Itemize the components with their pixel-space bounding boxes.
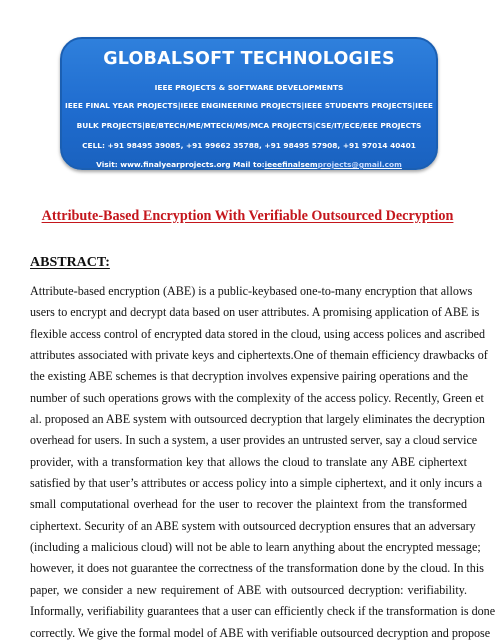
banner-tagline: IEEE PROJECTS & SOFTWARE DEVELOPMENTS bbox=[154, 83, 344, 92]
company-name: GLOBALSOFT TECHNOLOGIES bbox=[103, 49, 395, 69]
banner-visit-text: Visit: www.finalyearprojects.org Mail to: bbox=[96, 160, 265, 169]
abstract-line: Attribute-based encryption (ABE) is a public-keybased one-to-many encryption that allows bbox=[30, 284, 473, 298]
abstract-line: small computational overhead for the user to recover the plaintext from the transformed bbox=[30, 497, 467, 512]
banner-bulk-projects-line: BULK PROJECTS|BE/BTECH/ME/MTECH/MS/MCA PROJECTS|CSE/IT/ECE/EEE PROJECTS bbox=[76, 121, 422, 130]
abstract-line: Informally, verifiability guarantees that a user can efficiently check if the transformation is done bbox=[30, 604, 495, 619]
abstract-line: flexible access control of encrypted data stored in the cloud, using access polices and ascribed bbox=[30, 326, 486, 341]
banner-phone-numbers: CELL: +91 98495 39085, +91 99662 35788, +91 98495 57908, +91 97014 40401 bbox=[82, 141, 416, 150]
abstract-line: al. proposed an ABE system with outsourced decryption that largely eliminates the decryption bbox=[30, 412, 485, 427]
email-link[interactable] bbox=[265, 160, 402, 169]
abstract-line: attributes associated with private keys and ciphertexts.One of themain efficiency drawbacks of bbox=[30, 348, 488, 363]
company-banner bbox=[60, 37, 438, 170]
email-main: ieeefinalsem bbox=[264, 160, 318, 169]
abstract-line: number of such operations grows with the complexity of the access policy. Recently, Green et bbox=[30, 390, 484, 405]
abstract-line: ciphertext. Security of an ABE system with outsourced decryption ensures that an adversary bbox=[30, 518, 476, 533]
abstract-heading: ABSTRACT: bbox=[30, 255, 110, 270]
abstract-line: overhead for users. In such a system, a user provides an untrusted server, say a cloud service bbox=[30, 433, 478, 448]
abstract-line: however, it does not guarantee the correctness of the transformation done by the cloud. In this bbox=[30, 561, 484, 576]
abstract-line: paper, we consider a new requirement of ABE with outsourced decryption: verifiability. bbox=[30, 582, 467, 597]
document-title: Attribute-Based Encryption With Verifiable Outsourced Decryption bbox=[41, 208, 454, 224]
abstract-line: satisfied by that user’s attributes or access policy into a simple ciphertext, and it only incurs a bbox=[30, 476, 483, 491]
abstract-line: users to encrypt and decrypt data based on user attributes. A promising application of ABE is bbox=[30, 305, 480, 320]
email-tail: projects@gmail.com bbox=[317, 160, 402, 169]
banner-contact-line bbox=[62, 160, 436, 169]
abstract-body bbox=[30, 281, 495, 644]
abstract-line: provider, with a transformation key that allows the cloud to translate any ABE ciphertext bbox=[30, 454, 467, 469]
abstract-line: correctly. We give the formal model of ABE with verifiable outsourced decryption and propose bbox=[30, 625, 491, 640]
banner-projects-line: IEEE FINAL YEAR PROJECTS|IEEE ENGINEERING PROJECTS|IEEE STUDENTS PROJECTS|IEEE bbox=[65, 101, 433, 110]
abstract-line: (including a malicious cloud) will not be able to learn anything about the encrypted message; bbox=[30, 540, 481, 555]
abstract-line: the existing ABE schemes is that decryption involves expensive pairing operations and the bbox=[30, 369, 468, 384]
